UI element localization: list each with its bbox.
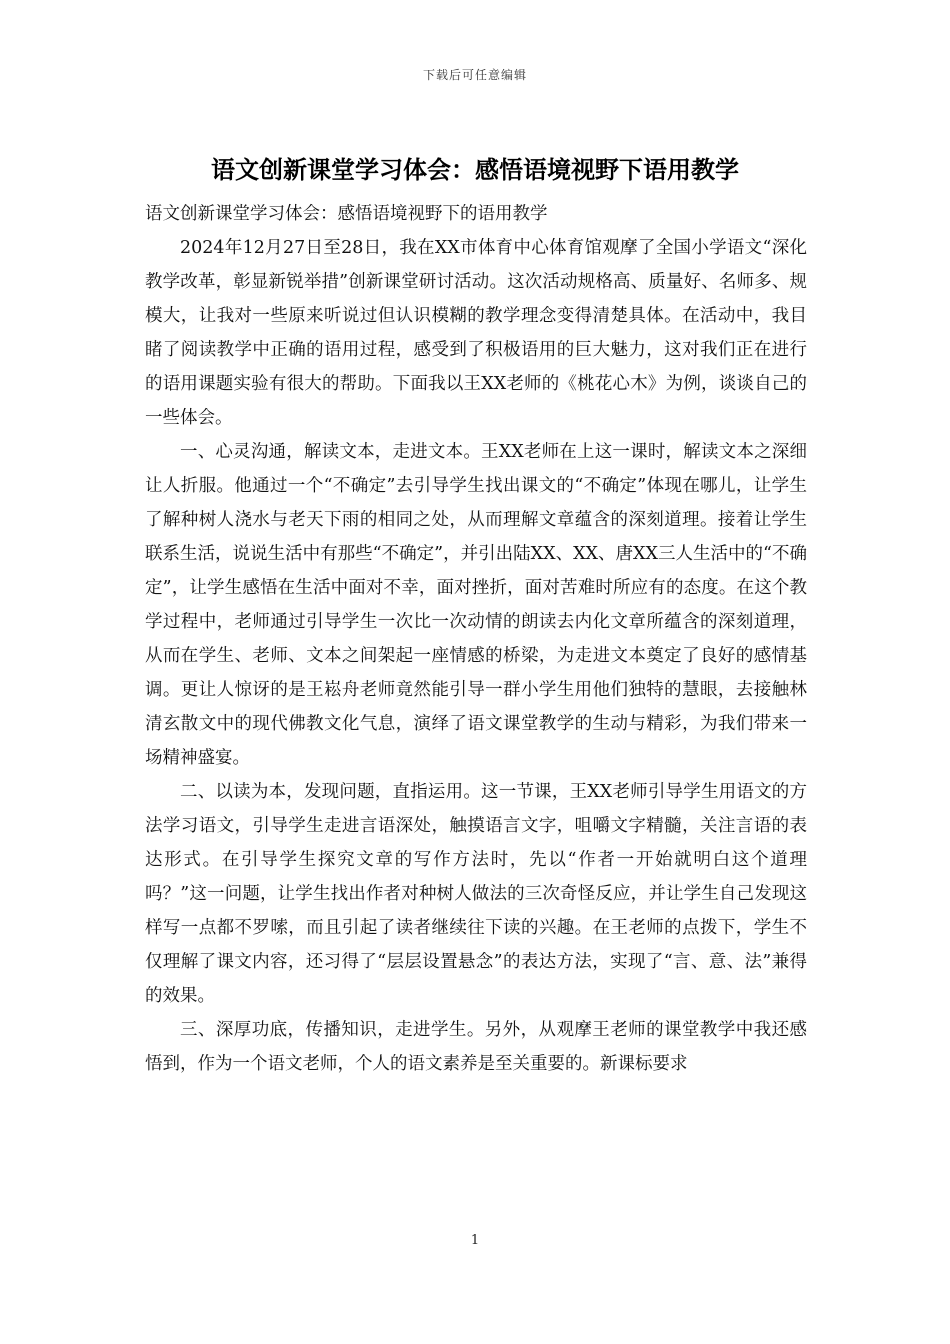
- paragraph-section-two: 二、以读为本，发现问题，直指运用。这一节课，王XX老师引导学生用语文的方法学习语文，引导学生走进言语深处，触摸语言文字，咀嚼文字精髓，关注言语的表达形式。在引导学生探究文章的写作方法时，先以“作者一开始就明白这个道理吗？”这一问题，让学生找出作者对种树人做法的三次奇怪反应，并让学生自己发现这样写一点都不罗嗦，而且引起了读者继续往下读的兴趣。在王老师的点拨下，学生不仅理解了课文内容，还习得了“层层设置悬念”的表达方法，实现了“言、意、法”兼得的效果。: [145, 782, 807, 1006]
- document-subtitle: 语文创新课堂学习体会：感悟语境视野下的语用教学: [145, 204, 548, 224]
- document-title: 语文创新课堂学习体会：感悟语境视野下语用教学: [211, 155, 739, 184]
- paragraph-section-one: 一、心灵沟通，解读文本，走进文本。王XX老师在上这一课时，解读文本之深细让人折服。他通过一个“不确定”去引导学生找出课文的“不确定”体现在哪儿，让学生了解种树人浇水与老天下雨的相同之处，从而理解文章蕴含的深刻道理。接着让学生联系生活，说说生活中有那些“不确定”，并引出陆XX、XX、唐XX三人生活中的“不确定”，让学生感悟在生活中面对不幸，面对挫折，面对苦难时所应有的态度。在这个教学过程中，老师通过引导学生一次比一次动情的朗读去内化文章所蕴含的深刻道理，从而在学生、老师、文本之间架起一座情感的桥梁，为走进文本奠定了良好的感情基调。更让人惊讶的是王崧舟老师竟然能引导一群小学生用他们独特的慧眼，去接触林清玄散文中的现代佛教文化气息，演绎了语文课堂教学的生动与精彩，为我们带来一场精神盛宴。: [145, 442, 807, 768]
- page-number: 1: [470, 1233, 480, 1248]
- document-body: [145, 197, 807, 1081]
- header-note: 下载后可任意编辑: [422, 68, 527, 82]
- paragraph-section-three: 三、深厚功底，传播知识，走进学生。另外，从观摩王老师的课堂教学中我还感悟到，作为一个语文老师，个人的语文素养是至关重要的。新课标要求: [145, 1020, 807, 1074]
- paragraph-intro: 2024年12月27日至28日，我在XX市体育中心体育馆观摩了全国小学语文“深化教学改革，彰显新锐举措”创新课堂研讨活动。这次活动规格高、质量好、名师多、规模大，让我对一些原来听说过但认识模糊的教学理念变得清楚具体。在活动中，我目睹了阅读教学中正确的语用过程，感受到了积极语用的巨大魅力，这对我们正在进行的语用课题实验有很大的帮助。下面我以王XX老师的《桃花心木》为例，谈谈自己的一些体会。: [145, 238, 807, 428]
